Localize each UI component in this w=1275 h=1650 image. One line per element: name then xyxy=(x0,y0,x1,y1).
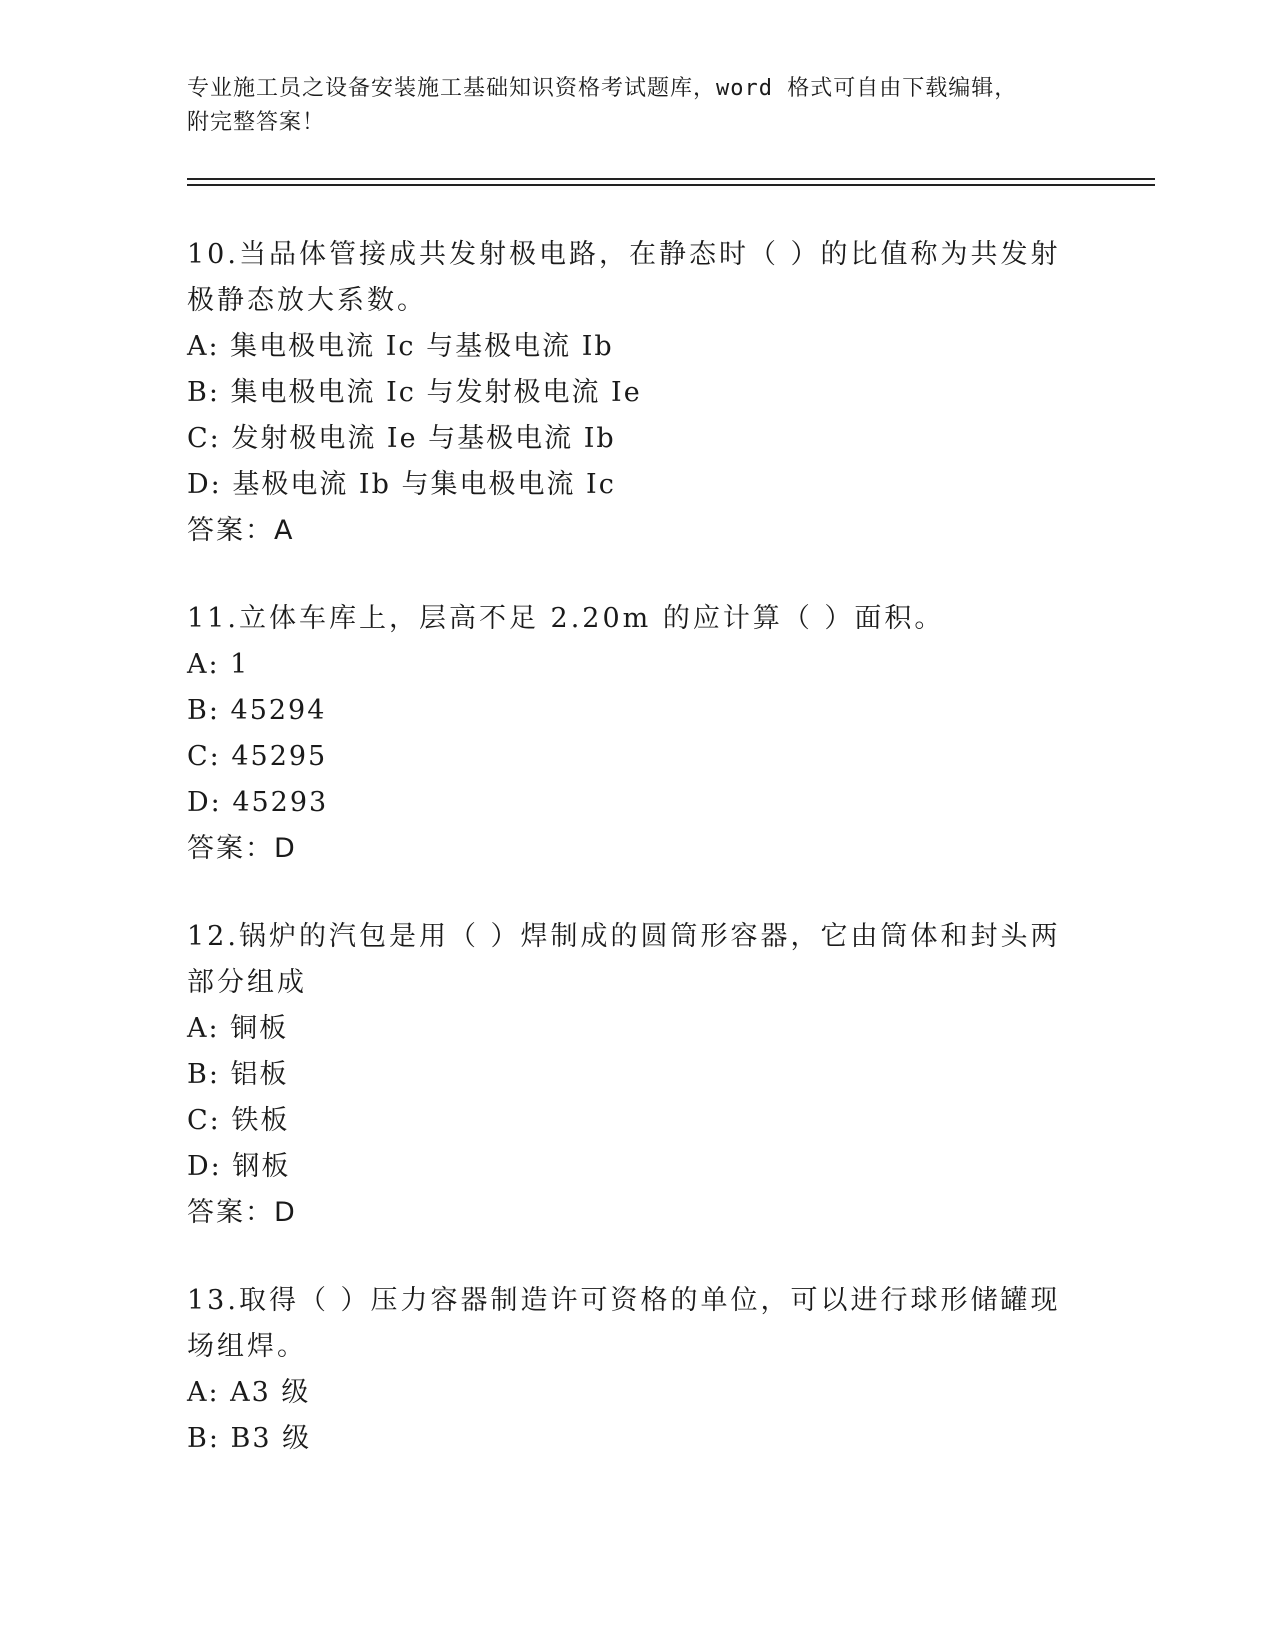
document-header xyxy=(187,72,1067,140)
answer-line: 答案：A xyxy=(187,515,295,546)
option-c: C: 45295 xyxy=(187,741,328,772)
option-d: D: 45293 xyxy=(187,787,329,818)
answer-line: 答案：D xyxy=(187,1197,297,1228)
option-b: B: 铝板 xyxy=(187,1059,289,1090)
option-a: A: 集电极电流 Ic 与基极电流 Ib xyxy=(187,331,614,362)
option-d: D: 基极电流 Ib 与集电极电流 Ic xyxy=(187,469,616,500)
header-line-2: 附完整答案！ xyxy=(187,110,326,135)
question-list xyxy=(187,232,1067,1504)
header-rule-bottom xyxy=(187,184,1155,186)
option-d: D: 钢板 xyxy=(187,1151,291,1182)
header-line-1: 专业施工员之设备安装施工基础知识资格考试题库，word 格式可自由下载编辑， xyxy=(187,76,1018,101)
option-b: B: B3 级 xyxy=(187,1423,312,1454)
question-12 xyxy=(187,914,1067,1236)
option-a: A: 1 xyxy=(187,649,250,680)
answer-line: 答案：D xyxy=(187,833,297,864)
option-b: B: 45294 xyxy=(187,695,327,726)
question-10 xyxy=(187,232,1067,554)
question-stem: 10.当品体管接成共发射极电路，在静态时（ ）的比值称为共发射极静态放大系数。 xyxy=(187,239,1061,316)
option-b: B: 集电极电流 Ic 与发射极电流 Ie xyxy=(187,377,642,408)
question-stem: 12.锅炉的汽包是用（ ）焊制成的圆筒形容器，它由筒体和封头两部分组成 xyxy=(187,921,1061,998)
question-stem: 11.立体车库上，层高不足 2.20m 的应计算（ ）面积。 xyxy=(187,603,945,634)
option-a: A: 铜板 xyxy=(187,1013,289,1044)
question-11 xyxy=(187,596,1067,872)
question-stem: 13.取得（ ）压力容器制造许可资格的单位，可以进行球形储罐现场组焊。 xyxy=(187,1285,1061,1362)
option-a: A: A3 级 xyxy=(187,1377,311,1408)
option-c: C: 铁板 xyxy=(187,1105,290,1136)
question-13 xyxy=(187,1278,1067,1462)
header-rule-top xyxy=(187,178,1155,180)
option-c: C: 发射极电流 Ie 与基极电流 Ib xyxy=(187,423,616,454)
